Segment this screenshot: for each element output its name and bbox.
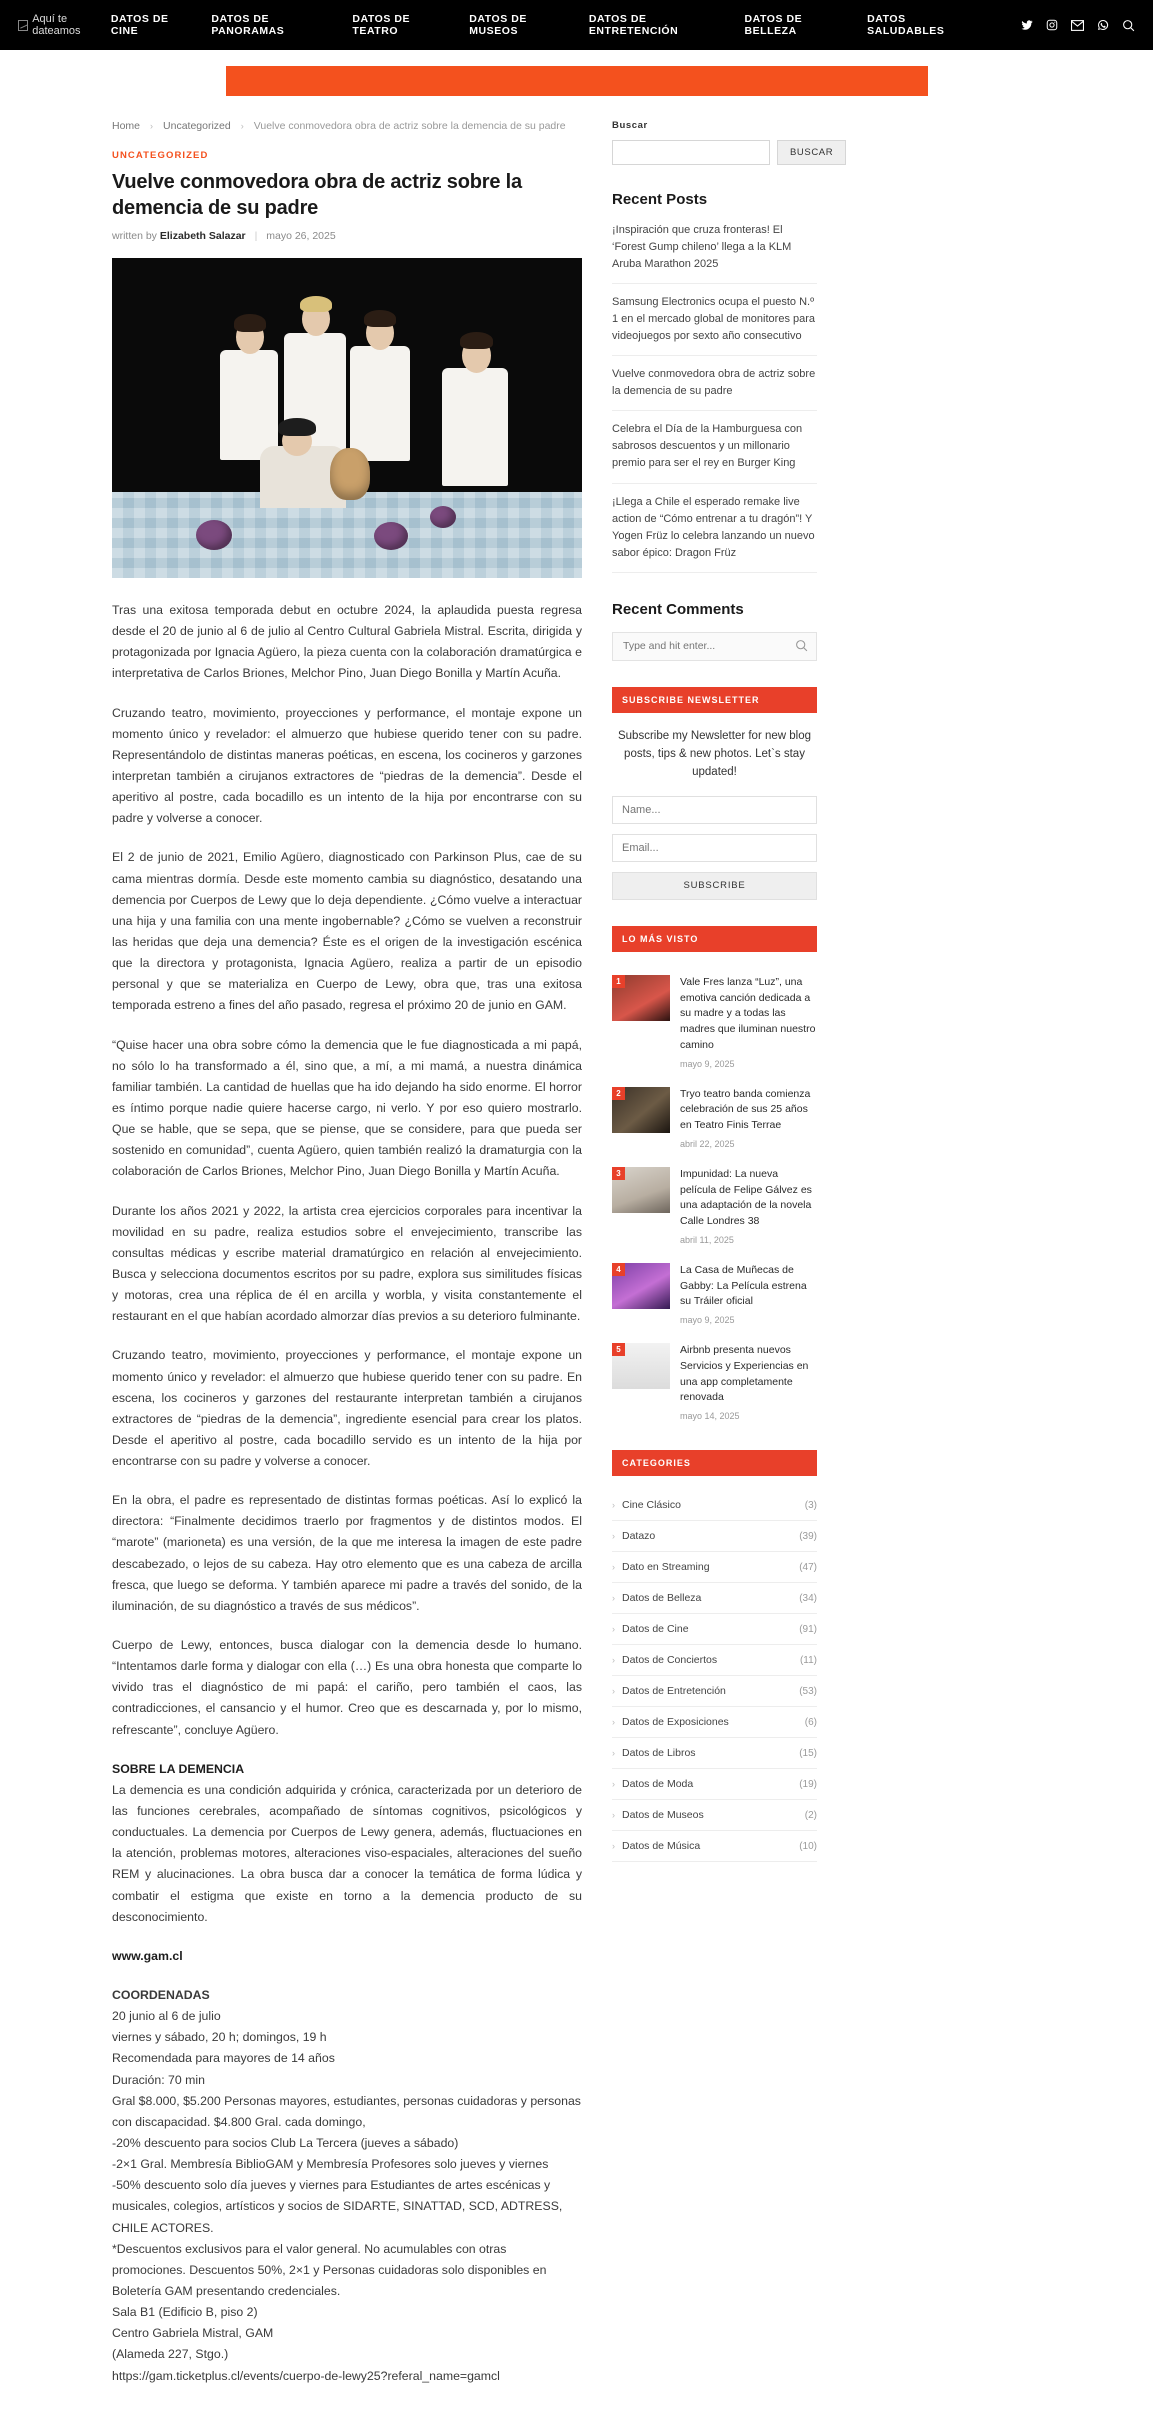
coordinates-line: Centro Gabriela Mistral, GAM: [112, 2326, 274, 2341]
popular-title[interactable]: Tryo teatro banda comienza celebración de sus 25 años en Teatro Finis Terrae: [680, 1087, 811, 1132]
category-item[interactable]: [612, 1552, 817, 1583]
category-name: Datos de Exposiciones: [622, 1716, 729, 1729]
coordinates-line: Gral $8.000, $5.200 Personas mayores, estudiantes, personas cuidadoras y personas con discapacidad. $4.800 Gral. cada domingo,: [112, 2093, 581, 2129]
list-item[interactable]: [612, 966, 817, 1078]
byline-divider: |: [254, 230, 258, 242]
chevron-right-icon: ›: [612, 1655, 615, 1666]
instagram-icon[interactable]: [1046, 19, 1058, 31]
post-featured-image: [112, 258, 582, 578]
list-item[interactable]: [612, 1254, 817, 1334]
chevron-right-icon: ›: [612, 1500, 615, 1511]
nav-item-datos-de-teatro[interactable]: DATOS DE TEATRO: [352, 13, 411, 37]
category-item[interactable]: [612, 1490, 817, 1521]
social-links: [1021, 19, 1135, 32]
image-cabbage-3: [430, 506, 456, 528]
page-title: Vuelve conmovedora obra de actriz sobre la demencia de su padre: [112, 171, 522, 219]
categories-widget-title: CATEGORIES: [612, 1450, 817, 1476]
ticket-purchase-link[interactable]: https://gam.ticketplus.cl/events/cuerpo-de-lewy25?referal_name=gamcl: [112, 2368, 500, 2383]
breadcrumb: [112, 120, 582, 132]
chevron-right-icon: ›: [612, 1779, 615, 1790]
popular-title[interactable]: Airbnb presenta nuevos Servicios y Experiencias en una app completamente renovada: [680, 1344, 809, 1404]
newsletter-widget-title: SUBSCRIBE NEWSLETTER: [612, 687, 817, 713]
category-count: (6): [804, 1716, 817, 1728]
chevron-right-icon: ›: [612, 1810, 615, 1821]
article-paragraph: “Quise hacer una obra sobre cómo la demencia que le fue diagnosticada a mi papá, no sólo lo ha transformado a él, sino que, a mí, a mi mamá, a nuestra dinámica familiar también. La cantidad de huellas que ha ido dejando ha sido enorme. El horror es íntimo porque nadie quiere hacerse cargo, ni verlo. Y por eso quiero mostrarlo. Que se hable, que se sepa, que se piense, que se considere, para que pueda ser sostenido en comunidad”, cuenta Agüero, quien también realizó la dramaturgia con la colaboración de Carlos Briones, Melchor Pino, Juan Diego Bonilla y Martín Acuña.: [112, 1037, 582, 1179]
coordinates-line: Duración: 70 min: [112, 2072, 205, 2087]
article-paragraph: Durante los años 2021 y 2022, la artista crea ejercicios corporales para incentivar la movilidad en su padre, realiza estudios sobre el envejecimiento, transcribe las consultas médicas y escribe material dramatúrgico en relación al envejecimiento. Busca y selecciona documentos escritos por su padre, explora sus similitudes físicas y motoras, crea una réplica de él en arcilla y worbla, y visita constantemente el restaurant en el que habían acordado almorzar días previos a su deterioro fulminante.: [112, 1203, 582, 1324]
nav-item-datos-de-panoramas[interactable]: DATOS DE PANORAMAS: [211, 13, 285, 37]
category-name: Datos de Música: [622, 1840, 701, 1853]
category-item[interactable]: [612, 1738, 817, 1769]
list-item[interactable]: [612, 1158, 817, 1254]
category-name: Datazo: [622, 1530, 656, 1543]
coordinates-line: *Descuentos exclusivos para el valor general. No acumulables con otras promociones. Descuentos 50%, 2×1 y Personas cuidadoras solo disponibles en Boletería GAM presentando credenciales.: [112, 2241, 547, 2298]
newsletter-name-field[interactable]: [612, 796, 817, 824]
category-count: (3): [804, 1499, 817, 1511]
category-count: (11): [799, 1654, 817, 1666]
coordinates-line: (Alameda 227, Stgo.): [112, 2347, 229, 2362]
search-widget: [612, 140, 834, 165]
category-name: Datos de Museos: [622, 1809, 704, 1822]
breadcrumb-home[interactable]: Home: [112, 120, 141, 132]
comments-search-widget: [612, 632, 817, 661]
chevron-right-icon: ›: [150, 121, 154, 131]
image-cabbage-2: [374, 522, 408, 550]
recent-posts-title: Recent Posts: [612, 191, 708, 208]
image-actor-5-hair: [278, 418, 316, 436]
search-icon[interactable]: [795, 639, 808, 652]
image-actor-2-hair: [300, 296, 332, 312]
nav-item-datos-de-entretencion[interactable]: DATOS DE ENTRETENCIÓN: [588, 13, 679, 37]
written-by-label: written by: [112, 230, 157, 242]
category-count: (91): [799, 1623, 817, 1635]
category-item[interactable]: [612, 1769, 817, 1800]
popular-title[interactable]: Impunidad: La nueva película de Felipe Gálvez es una adaptación de la novela Calle Londres 38: [680, 1167, 812, 1228]
category-count: (19): [799, 1778, 817, 1790]
category-name: Datos de Entretención: [622, 1685, 726, 1698]
nav-item-datos-saludables[interactable]: DATOS SALUDABLES: [867, 13, 945, 37]
recent-comments-title: Recent Comments: [612, 600, 744, 618]
category-count: (2): [804, 1809, 817, 1821]
chevron-right-icon: ›: [240, 121, 244, 131]
popular-date: abril 22, 2025: [680, 1138, 735, 1149]
recent-post-item[interactable]: Vuelve conmovedora obra de actriz sobre la demencia de su padre: [612, 356, 817, 411]
image-clay-head-prop: [330, 448, 370, 500]
site-header: [0, 0, 1153, 50]
chevron-right-icon: ›: [612, 1748, 615, 1759]
whatsapp-icon[interactable]: [1097, 19, 1109, 31]
nav-item-datos-de-belleza[interactable]: DATOS DE BELLEZA: [744, 13, 803, 37]
article-paragraph: En la obra, el padre es representado de distintas formas poéticas. Así lo explicó la directora: “Finalmente decidimos traerlo por fragmentos y de distintos modos. El “marote” (marioneta) es una versión, de la que me interesa la imagen de este padre descabezado, o lejos de su cabeza. Hay otro elemento que es una cabeza de arcilla fresca, que luego se deforma. Y también aparece mi padre a través del sonido, de la iluminación, de su diagnóstico a través de sus médicos”.: [112, 1493, 582, 1613]
nav-item-datos-de-museos[interactable]: DATOS DE MUSEOS: [469, 13, 527, 37]
rank-badge: 1: [612, 975, 625, 988]
chevron-right-icon: ›: [612, 1624, 615, 1635]
coordinates-line: 20 junio al 6 de julio: [112, 2009, 221, 2024]
popular-title[interactable]: Vale Fres lanza “Luz”, una emotiva canción dedicada a su madre y a todas las madres que iluminan nuestro camino: [680, 975, 816, 1051]
dementia-section-text: La demencia es una condición adquirida y crónica, caracterizada por un deterioro de las funciones cerebrales, acompañado de síntomas cognitivos, psicológicos y conductuales. La demencia por Cuerpos de Lewy genera, además, fluctuaciones en la atención, problemas motores, alteraciones viso-espaciales, alteraciones del sueño REM y alucinaciones. La obra busca dar a conocer la temática de forma lúdica y combatir el estigma que existe en torno a la demencia producto de su desconocimiento.: [112, 1782, 582, 1924]
newsletter-subscribe-button[interactable]: SUBSCRIBE: [612, 872, 817, 900]
breadcrumb-category[interactable]: Uncategorized: [163, 120, 231, 132]
recent-post-item[interactable]: Samsung Electronics ocupa el puesto N.º 1 en el mercado global de monitores para videojuegos por sexto año consecutivo: [612, 284, 817, 356]
image-actor-4-body: [442, 368, 508, 486]
category-item[interactable]: [612, 1800, 817, 1831]
popular-date: mayo 14, 2025: [680, 1411, 740, 1422]
popular-date: mayo 9, 2025: [680, 1315, 735, 1326]
category-item[interactable]: [612, 1707, 817, 1738]
category-count: (34): [799, 1592, 817, 1604]
article-paragraph: Cruzando teatro, movimiento, proyecciones y performance, el montaje expone un momento único y revelador: el almuerzo que hubiese querido tener con su padre. Representándolo de distintas maneras poéticas, en escena, los cocineros y garzones interpretan también a cirujanos extractores de “piedras de la demencia”. Desde el aperitivo al postre, cada bocadillo es un intento de la hija por encontrarse con su padre y volverse a conocer.: [112, 705, 582, 826]
category-count: (47): [799, 1561, 817, 1573]
category-count: (10): [799, 1840, 817, 1852]
recent-post-item[interactable]: ¡Inspiración que cruza fronteras! El ‘Forest Gump chileno’ llega a la KLM Aruba Marathon 2025: [612, 222, 817, 284]
rank-badge: 4: [612, 1263, 625, 1276]
newsletter-email-field[interactable]: [612, 834, 817, 862]
coordinates-block: [112, 1985, 582, 2387]
category-name: Datos de Conciertos: [622, 1654, 718, 1667]
chevron-right-icon: ›: [612, 1686, 615, 1697]
article-paragraph: Cruzando teatro, movimiento, proyecciones y performance, el montaje expone un momento único y revelador: el almuerzo que hubiese querido tener con su padre. En escena, los cocineros y garzones del restaurante interpretan también a cirujanos extractores de “piedras de la demencia”, ingrediente esencial para crear los platos. Desde el aperitivo al postre, cada bocadillo servido es un intento de la hija por encontrarse con su padre y volverse a conocer.: [112, 1348, 582, 1469]
chevron-right-icon: ›: [612, 1562, 615, 1573]
category-name: Dato en Streaming: [622, 1561, 710, 1574]
popular-title[interactable]: La Casa de Muñecas de Gabby: La Película estrena su Tráiler oficial: [680, 1263, 807, 1308]
category-name: Datos de Libros: [622, 1747, 696, 1760]
category-name: Datos de Belleza: [622, 1592, 702, 1605]
comments-search-input[interactable]: [612, 632, 817, 661]
image-actor-1-hair: [234, 314, 266, 332]
coordinates-line: Recomendada para mayores de 14 años: [112, 2051, 335, 2066]
recent-posts-list: [612, 222, 817, 573]
post-byline: [112, 230, 582, 242]
twitter-icon[interactable]: [1021, 19, 1033, 31]
rank-badge: 3: [612, 1167, 625, 1180]
chevron-right-icon: ›: [612, 1841, 615, 1852]
popular-thumbnail: [612, 1343, 670, 1389]
category-item[interactable]: [612, 1583, 817, 1614]
category-item[interactable]: [612, 1831, 817, 1862]
recent-post-item[interactable]: Celebra el Día de la Hamburguesa con sabrosos descuentos y un millonario premio para ser el rey en Burger King: [612, 411, 817, 483]
newsletter-description: Subscribe my Newsletter for new blog posts, tips & new photos. Let`s stay updated!: [617, 729, 812, 779]
popular-thumbnail: [612, 975, 670, 1021]
list-item[interactable]: [612, 1334, 817, 1430]
category-item[interactable]: [612, 1676, 817, 1707]
popular-widget-title: LO MÁS VISTO: [612, 926, 817, 952]
category-name: Datos de Moda: [622, 1778, 694, 1791]
main-navigation: [111, 13, 1135, 37]
search-widget-title: Buscar: [612, 120, 648, 131]
site-logo-alt-text: Aquí te dateamos: [32, 13, 81, 37]
chevron-right-icon: ›: [612, 1531, 615, 1542]
broken-image-icon: [18, 20, 28, 31]
image-actor-1-body: [220, 350, 278, 460]
image-actor-3-body: [350, 346, 410, 461]
search-icon[interactable]: [1122, 19, 1135, 32]
gam-website-text: www.gam.cl: [112, 1948, 183, 1963]
chevron-right-icon: ›: [612, 1717, 615, 1728]
image-table-pattern: [112, 492, 582, 578]
search-input[interactable]: [612, 140, 770, 165]
email-icon[interactable]: [1071, 20, 1084, 31]
gam-website-link[interactable]: [112, 1946, 582, 1967]
article-content: [112, 120, 582, 2387]
popular-date: mayo 9, 2025: [680, 1058, 735, 1069]
list-item[interactable]: [612, 1078, 817, 1158]
popular-thumbnail: [612, 1087, 670, 1133]
rank-badge: 2: [612, 1087, 625, 1100]
popular-date: abril 11, 2025: [680, 1234, 734, 1245]
coordinates-line: -20% descuento para socios Club La Tercera (jueves a sábado): [112, 2136, 459, 2150]
coordinates-title: COORDENADAS: [112, 1988, 210, 2003]
chevron-right-icon: ›: [612, 1593, 615, 1604]
category-item[interactable]: [612, 1645, 817, 1676]
search-submit-button[interactable]: BUSCAR: [777, 140, 846, 165]
coordinates-line: -2×1 Gral. Membresía BiblioGAM y Membresía Profesores solo jueves y viernes: [112, 2157, 549, 2172]
category-item[interactable]: [612, 1614, 817, 1645]
coordinates-line: viernes y sábado, 20 h; domingos, 19 h: [112, 2030, 327, 2045]
article-paragraph: Tras una exitosa temporada debut en octubre 2024, la aplaudida puesta regresa desde el 20 de junio al 6 de julio al Centro Cultural Gabriela Mistral. Escrita, dirigida y protagonizada por Ignacia Agüero, la pieza cuenta con la colaboración dramatúrgica e interpretativa de Carlos Briones, Melchor Pino, Juan Diego Bonilla y Martín Acuña.: [112, 603, 582, 681]
article-paragraph: El 2 de junio de 2021, Emilio Agüero, diagnosticado con Parkinson Plus, cae de su cama mientras dormía. Desde este momento cambia su diagnóstico, desatando una demencia por Cuerpos de Lewy que lo deja dependiente. ¿Cómo vuelve a interactuar una hija y una familia con una mente ingobernable? ¿Cómo se vuelven a reconstruir las heridas que deja una demencia? Éste es el origen de la investigación escénica que la directora y protagonista, Ignacia Agüero, realiza a partir de un episodio personal y que se materializa en Cuerpo de Lewy, obra que, tras una exitosa temporada estreno a fines del año pasado, regresa el próximo 20 de junio en GAM.: [112, 850, 582, 1013]
ad-banner-container: [0, 50, 1153, 96]
post-date: mayo 26, 2025: [266, 230, 336, 242]
dementia-section: [112, 1759, 582, 1928]
sidebar: [612, 120, 834, 1862]
category-count: (53): [799, 1685, 817, 1697]
category-item[interactable]: [612, 1521, 817, 1552]
dementia-section-title: SOBRE LA DEMENCIA: [112, 1761, 245, 1776]
coordinates-line: -50% descuento solo día jueves y viernes para Estudiantes de artes escénicas y musicales, colegios, artísticos y socios de SIDARTE, SINATTAD, SCD, ADTRESS, CHILE ACTORES.: [112, 2178, 563, 2235]
popular-thumbnail: [612, 1263, 670, 1309]
article-paragraph: Cuerpo de Lewy, entonces, busca dialogar con la demencia desde lo humano. “Intentamos darle forma y dialogar con ella (…) Es una obra honesta que comparte lo vivido tras el diagnóstico de mi papá: el cariño, pero también el caos, las contradicciones, el cansancio y el humor. Creo que es descarnada y, por lo mismo, refrescante”, concluye Agüero.: [112, 1638, 582, 1737]
rank-badge: 5: [612, 1343, 625, 1356]
coordinates-line: Sala B1 (Edificio B, piso 2): [112, 2305, 258, 2320]
ad-banner[interactable]: [226, 66, 928, 96]
category-count: (15): [799, 1747, 817, 1759]
recent-post-item[interactable]: ¡Llega a Chile el esperado remake live action de “Cómo entrenar a tu dragón”! Y Yogen Früz lo celebra lanzando un nuevo sabor épico: Dragon Früz: [612, 484, 817, 573]
post-author[interactable]: Elizabeth Salazar: [159, 230, 246, 242]
site-logo[interactable]: [18, 13, 111, 37]
image-actor-4-hair: [460, 332, 493, 349]
image-actor-3-hair: [364, 310, 396, 327]
breadcrumb-current: Vuelve conmovedora obra de actriz sobre la demencia de su padre: [253, 120, 566, 132]
category-name: Cine Clásico: [622, 1499, 681, 1512]
post-category-label[interactable]: UNCATEGORIZED: [112, 150, 209, 161]
popular-thumbnail: [612, 1167, 670, 1213]
category-name: Datos de Cine: [622, 1623, 689, 1636]
nav-item-datos-de-cine[interactable]: DATOS DE CINE: [110, 13, 169, 37]
category-count: (39): [799, 1530, 817, 1542]
image-cabbage-1: [196, 520, 232, 550]
